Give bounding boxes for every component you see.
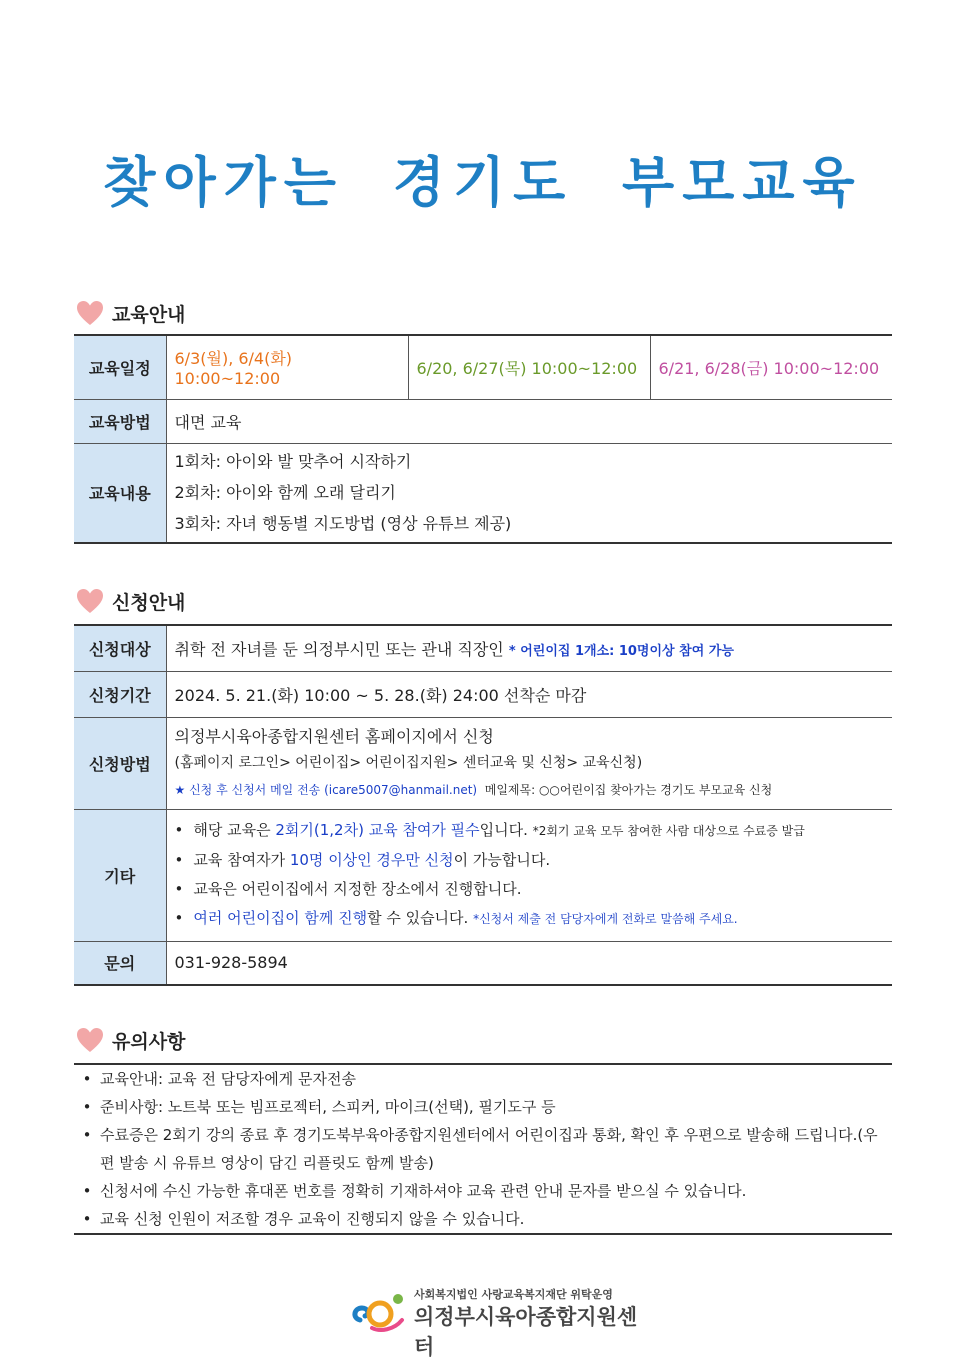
- etc-emphasis: 10명 이상인 경우만 신청: [289, 851, 454, 869]
- schedule-label: 교육일정: [74, 335, 166, 399]
- note-text: 신청서에 수신 가능한 휴대폰 번호를 정확히 기재하셔야 교육 관련 안내 문자를 받으실 수 있습니다.: [100, 1182, 747, 1200]
- content-item: 3회차: 자녀 행동별 지도방법 (영상 유튜브 제공): [174, 514, 512, 534]
- section-heading-notes: [76, 1025, 185, 1055]
- heart-icon: [76, 300, 104, 326]
- etc-text: 교육은 어린이집에서 지정한 장소에서 진행합니다.: [193, 880, 522, 898]
- etc-text: 교육 참여자가: [193, 851, 290, 869]
- footer-name: 의정부시육아종합지원센터: [414, 1305, 638, 1359]
- list-item: • 교육안내: 교육 전 담당자에게 문자전송: [74, 1065, 892, 1093]
- mail-subject: 메일제목: ○○어린이집 찾아가는 경기도 부모교육 신청: [484, 782, 773, 797]
- list-item: [175, 846, 885, 875]
- list-item: • 신청서에 수신 가능한 휴대폰 번호를 정확히 기재하셔야 교육 관련 안내 문자를 받으실 수 있습니다.: [74, 1177, 892, 1205]
- period-value: 2024. 5. 21.(화) 10:00 ~ 5. 28.(화) 24:00 선착순 마감: [166, 671, 892, 717]
- note-text: 수료증은 2회기 강의 종료 후 경기도북부육아종합지원센터에서 어린이집과 통화, 확인 후 우편으로 발송해 드립니다.(우편 발송 시 유튜브 영상이 담긴 리플릿도 함께 발송): [100, 1126, 878, 1172]
- table-row: [74, 443, 892, 543]
- etc-text: 이 가능합니다.: [453, 851, 551, 869]
- list-item: [175, 904, 885, 934]
- apply-method-line: (홈페이지 로그인> 어린이집> 어린이집지원> 센터교육 및 신청> 교육신청): [174, 754, 643, 771]
- center-logo-icon: [350, 1290, 410, 1332]
- apply-method-mail: [175, 777, 885, 804]
- list-item: [175, 816, 885, 846]
- etc-note: *신청서 제출 전 담당자에게 전화로 말씀해 주세요.: [473, 912, 738, 926]
- list-item: • 교육 신청 인원이 저조할 경우 교육이 진행되지 않을 수 있습니다.: [74, 1205, 892, 1233]
- list-item: • 준비사항: 노트북 또는 빔프로젝터, 스피커, 마이크(선택), 필기도구 등: [74, 1093, 892, 1121]
- schedule-2: 6/20, 6/27(목) 10:00~12:00: [408, 335, 650, 399]
- section-heading-application: [76, 586, 185, 616]
- target-text: 취학 전 자녀를 둔 의정부시민 또는 관내 직장인: [174, 639, 504, 659]
- apply-method-label: 신청방법: [74, 717, 166, 809]
- application-table: [74, 624, 892, 986]
- section-title: 유의사항: [112, 1030, 186, 1053]
- table-row: [74, 941, 892, 985]
- note-text: 교육안내: 교육 전 담당자에게 문자전송: [100, 1070, 356, 1088]
- section-heading-education: [76, 298, 185, 328]
- etc-emphasis: 2회기(1,2차) 교육 참여가 필수: [275, 821, 480, 839]
- etc-text: 할 수 있습니다.: [367, 909, 474, 927]
- method-label: 교육방법: [74, 399, 166, 443]
- etc-text: 해당 교육은: [193, 821, 276, 839]
- contact-label: 문의: [74, 941, 166, 985]
- content-item: 1회차: 아이와 발 맞추어 시작하기: [174, 452, 412, 472]
- etc-note: *2회기 교육 모두 참여한 사람 대상으로 수료증 발급: [532, 824, 805, 838]
- page-title: 찾아가는 경기도 부모교육: [103, 151, 863, 214]
- period-label: 신청기간: [74, 671, 166, 717]
- footer-subtitle: 사회복지법인 사랑교육복지재단 위탁운영: [414, 1288, 613, 1301]
- table-row: [74, 625, 892, 671]
- apply-method-value: [166, 717, 892, 809]
- content-list: [166, 443, 892, 543]
- target-note: * 어린이집 1개소: 10명이상 참여 가능: [508, 643, 734, 659]
- heart-icon: [76, 1027, 104, 1053]
- section-title: 신청안내: [112, 591, 186, 614]
- note-text: 준비사항: 노트북 또는 빔프로젝터, 스피커, 마이크(선택), 필기도구 등: [100, 1098, 556, 1116]
- contact-value: 031-928-5894: [166, 941, 892, 985]
- schedule-1: 6/3(월), 6/4(화) 10:00~12:00: [166, 335, 408, 399]
- education-table: [74, 334, 892, 544]
- method-value: 대면 교육: [166, 399, 892, 443]
- etc-value: [166, 809, 892, 941]
- footer-logo: [350, 1286, 650, 1359]
- list-item: [175, 875, 885, 904]
- notes-list: [74, 1063, 892, 1235]
- table-row: [74, 399, 892, 443]
- target-value: [166, 625, 892, 671]
- etc-list: [175, 816, 885, 934]
- note-text: 교육 신청 인원이 저조할 경우 교육이 진행되지 않을 수 있습니다.: [100, 1210, 525, 1228]
- list-item: • 수료증은 2회기 강의 종료 후 경기도북부육아종합지원센터에서 어린이집과 통화, 확인 후 우편으로 발송해 드립니다.(우편 발송 시 유튜브 영상이 담긴 리플릿도 함께 발송): [74, 1121, 892, 1177]
- target-label: 신청대상: [74, 625, 166, 671]
- content-label: 교육내용: [74, 443, 166, 543]
- table-row: [74, 717, 892, 809]
- section-title: 교육안내: [112, 303, 186, 326]
- etc-text: 입니다.: [479, 821, 533, 839]
- etc-emphasis: 여러 어린이집이 함께 진행: [193, 909, 368, 927]
- table-row: [74, 671, 892, 717]
- mail-instruction: ★ 신청 후 신청서 메일 전송 (icare5007@hanmail.net): [174, 782, 478, 797]
- heart-icon: [76, 588, 104, 614]
- apply-method-line: 의정부시육아종합지원센터 홈페이지에서 신청: [174, 726, 494, 746]
- table-row: [74, 335, 892, 399]
- table-row: [74, 809, 892, 941]
- content-item: 2회차: 아이와 함께 오래 달리기: [174, 483, 396, 503]
- etc-label: 기타: [74, 809, 166, 941]
- schedule-3: 6/21, 6/28(금) 10:00~12:00: [650, 335, 892, 399]
